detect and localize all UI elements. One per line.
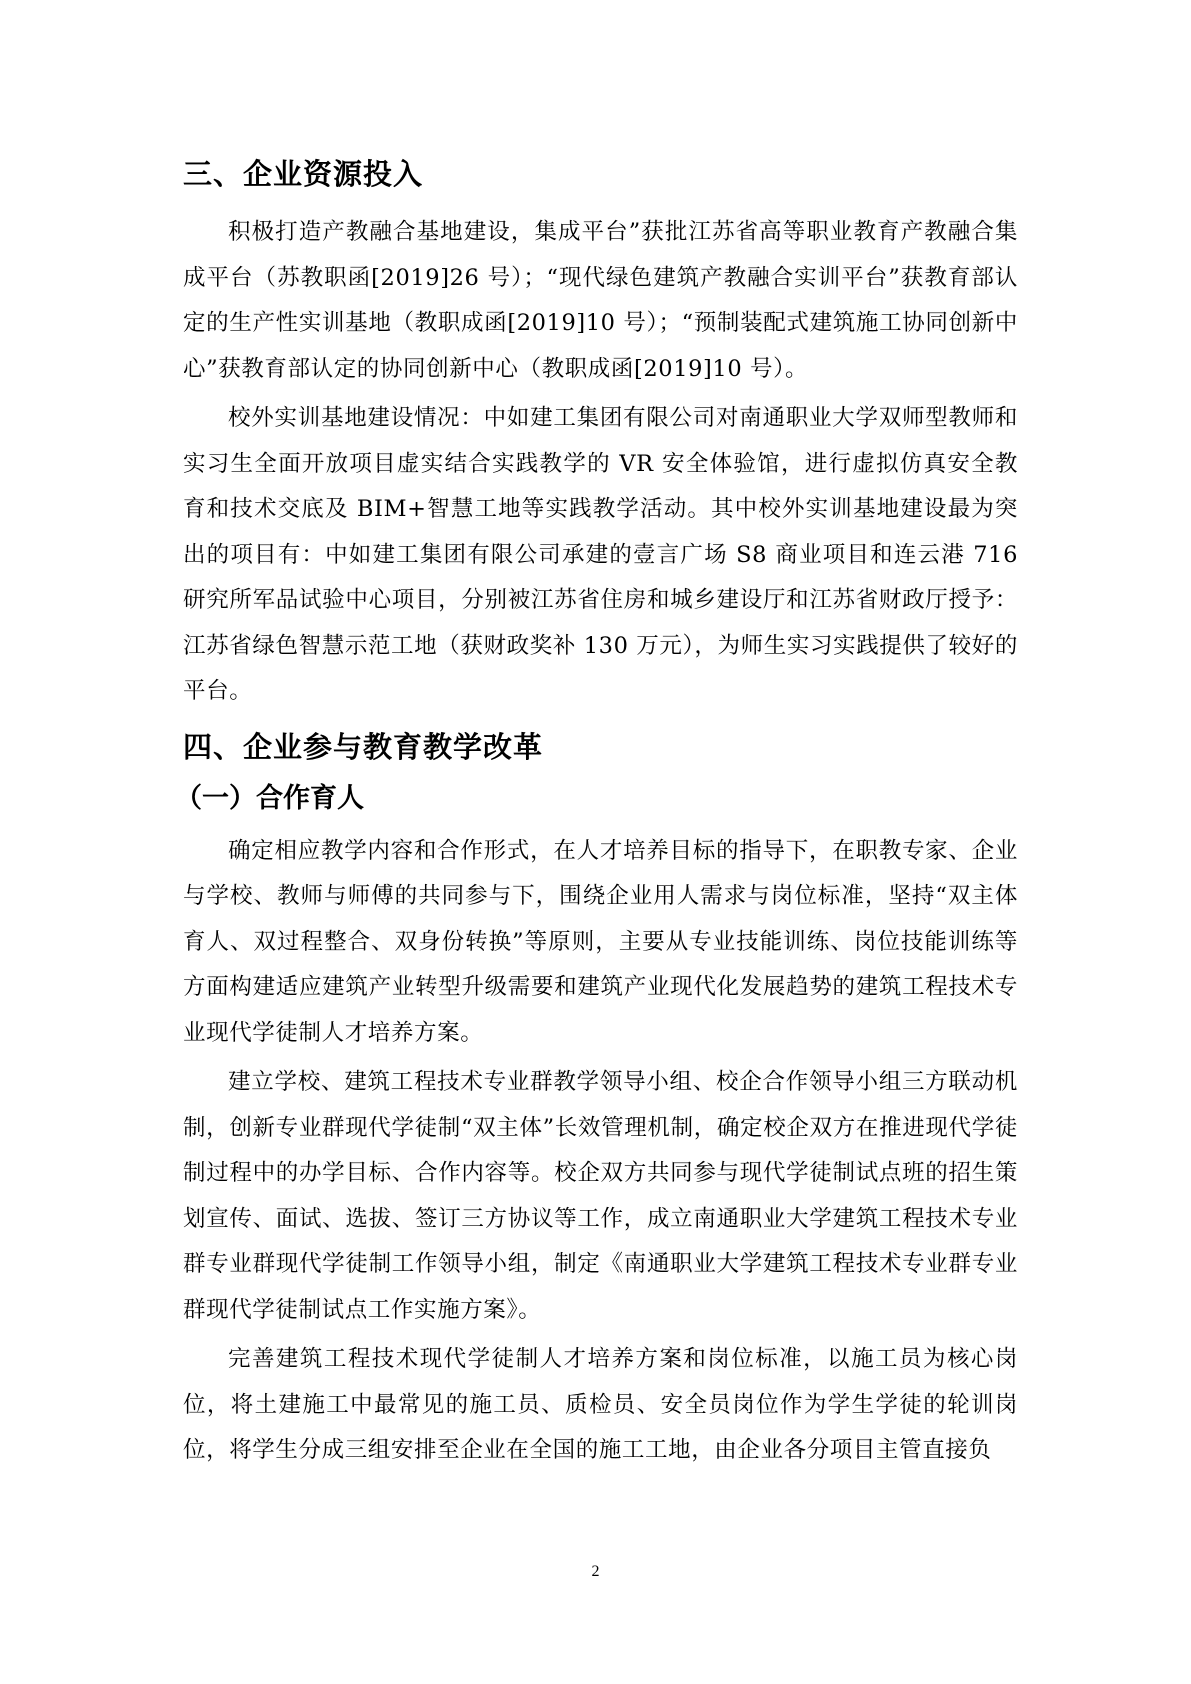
paragraph: 完善建筑工程技术现代学徒制人才培养方案和岗位标准，以施工员为核心岗位，将土建施工中最常见的施工员、质检员、安全员岗位作为学生学徒的轮训岗位，将学生分成三组安排至企业在全国的施工工地，由企业各分项目主管直接负 [183,1346,1018,1463]
page-number: 2 [591,1563,600,1580]
subsection-heading-cooperative-education: （一）合作育人 [175,782,364,814]
section-heading-resources: 三、企业资源投入 [183,157,424,191]
paragraph: 建立学校、建筑工程技术专业群教学领导小组、校企合作领导小组三方联动机制，创新专业群现代学徒制“双主体”长效管理机制，确定校企双方在推进现代学徒制过程中的办学目标、合作内容等。校企双方共同参与现代学徒制试点班的招生策划宣传、面试、选拔、签订三方协议等工作，成立南通职业大学建筑工程技术专业群专业群现代学徒制工作领导小组，制定《南通职业大学建筑工程技术专业群专业群现代学徒制试点工作实施方案》。 [183,1069,1018,1323]
section-heading-education-reform: 四、企业参与教育教学改革 [183,729,544,764]
paragraph: 校外实训基地建设情况：中如建工集团有限公司对南通职业大学双师型教师和实习生全面开放项目虚实结合实践教学的 VR 安全体验馆，进行虚拟仿真安全教育和技术交底及 BIM+智慧工地等实践教学活动。其中校外实训基地建设最为突出的项目有：中如建工集团有限公司承建的壹言广场 S8 商业项目和连云港 716研究所军品试验中心项目，分别被江苏省住房和城乡建设厅和江苏省财政厅授予：江苏省绿色智慧示范工地（获财政奖补 130 万元），为师生实习实践提供了较好的平台。 [183,405,1018,704]
paragraph: 积极打造产教融合基地建设，集成平台”获批江苏省高等职业教育产教融合集成平台（苏教职函[2019]26 号）；“现代绿色建筑产教融合实训平台”获教育部认定的生产性实训基地（教职成函[2019]10 号）；“预制装配式建筑施工协同创新中心”获教育部认定的协同创新中心（教职成函[2019]10 号）。 [183,219,1018,382]
paragraph: 确定相应教学内容和合作形式，在人才培养目标的指导下，在职教专家、企业与学校、教师与师傅的共同参与下，围绕企业用人需求与岗位标准，坚持“双主体育人、双过程整合、双身份转换”等原则，主要从专业技能训练、岗位技能训练等方面构建适应建筑产业转型升级需要和建筑产业现代化发展趋势的建筑工程技术专业现代学徒制人才培养方案。 [183,837,1018,1046]
page-content [175,152,1018,1478]
